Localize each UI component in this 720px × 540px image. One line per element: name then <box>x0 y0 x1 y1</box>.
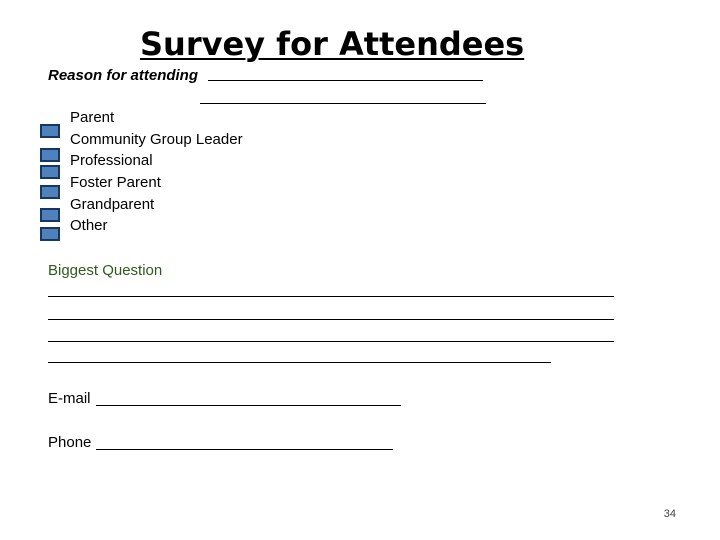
page-number: 34 <box>663 508 676 520</box>
question-answer-line-1[interactable] <box>48 296 614 297</box>
question-answer-line-4[interactable] <box>48 362 551 363</box>
phone-answer-line[interactable] <box>96 449 393 450</box>
question-answer-line-2[interactable] <box>48 319 614 320</box>
email-label: E-mail <box>48 390 91 407</box>
reason-label: Reason for attending <box>48 67 199 84</box>
option-label-other: Other <box>70 217 108 234</box>
checkbox-icon[interactable] <box>40 124 60 138</box>
question-answer-line-3[interactable] <box>48 341 614 342</box>
option-label-parent: Parent <box>70 109 115 126</box>
option-label-foster-parent: Foster Parent <box>70 174 161 191</box>
checkbox-icon[interactable] <box>40 185 60 199</box>
checkbox-icon[interactable] <box>40 227 60 241</box>
survey-title: Survey for Attendees <box>140 25 525 63</box>
reason-answer-line-2[interactable] <box>200 103 486 104</box>
checkbox-icon[interactable] <box>40 148 60 162</box>
reason-answer-line-1[interactable] <box>208 80 483 81</box>
phone-label: Phone <box>48 434 92 451</box>
option-label-professional: Professional <box>70 152 153 169</box>
email-answer-line[interactable] <box>96 405 401 406</box>
option-label-grandparent: Grandparent <box>70 196 155 213</box>
checkbox-icon[interactable] <box>40 165 60 179</box>
option-label-community-group-leader: Community Group Leader <box>70 131 243 148</box>
biggest-question-label: Biggest Question <box>48 262 163 279</box>
checkbox-icon[interactable] <box>40 208 60 222</box>
